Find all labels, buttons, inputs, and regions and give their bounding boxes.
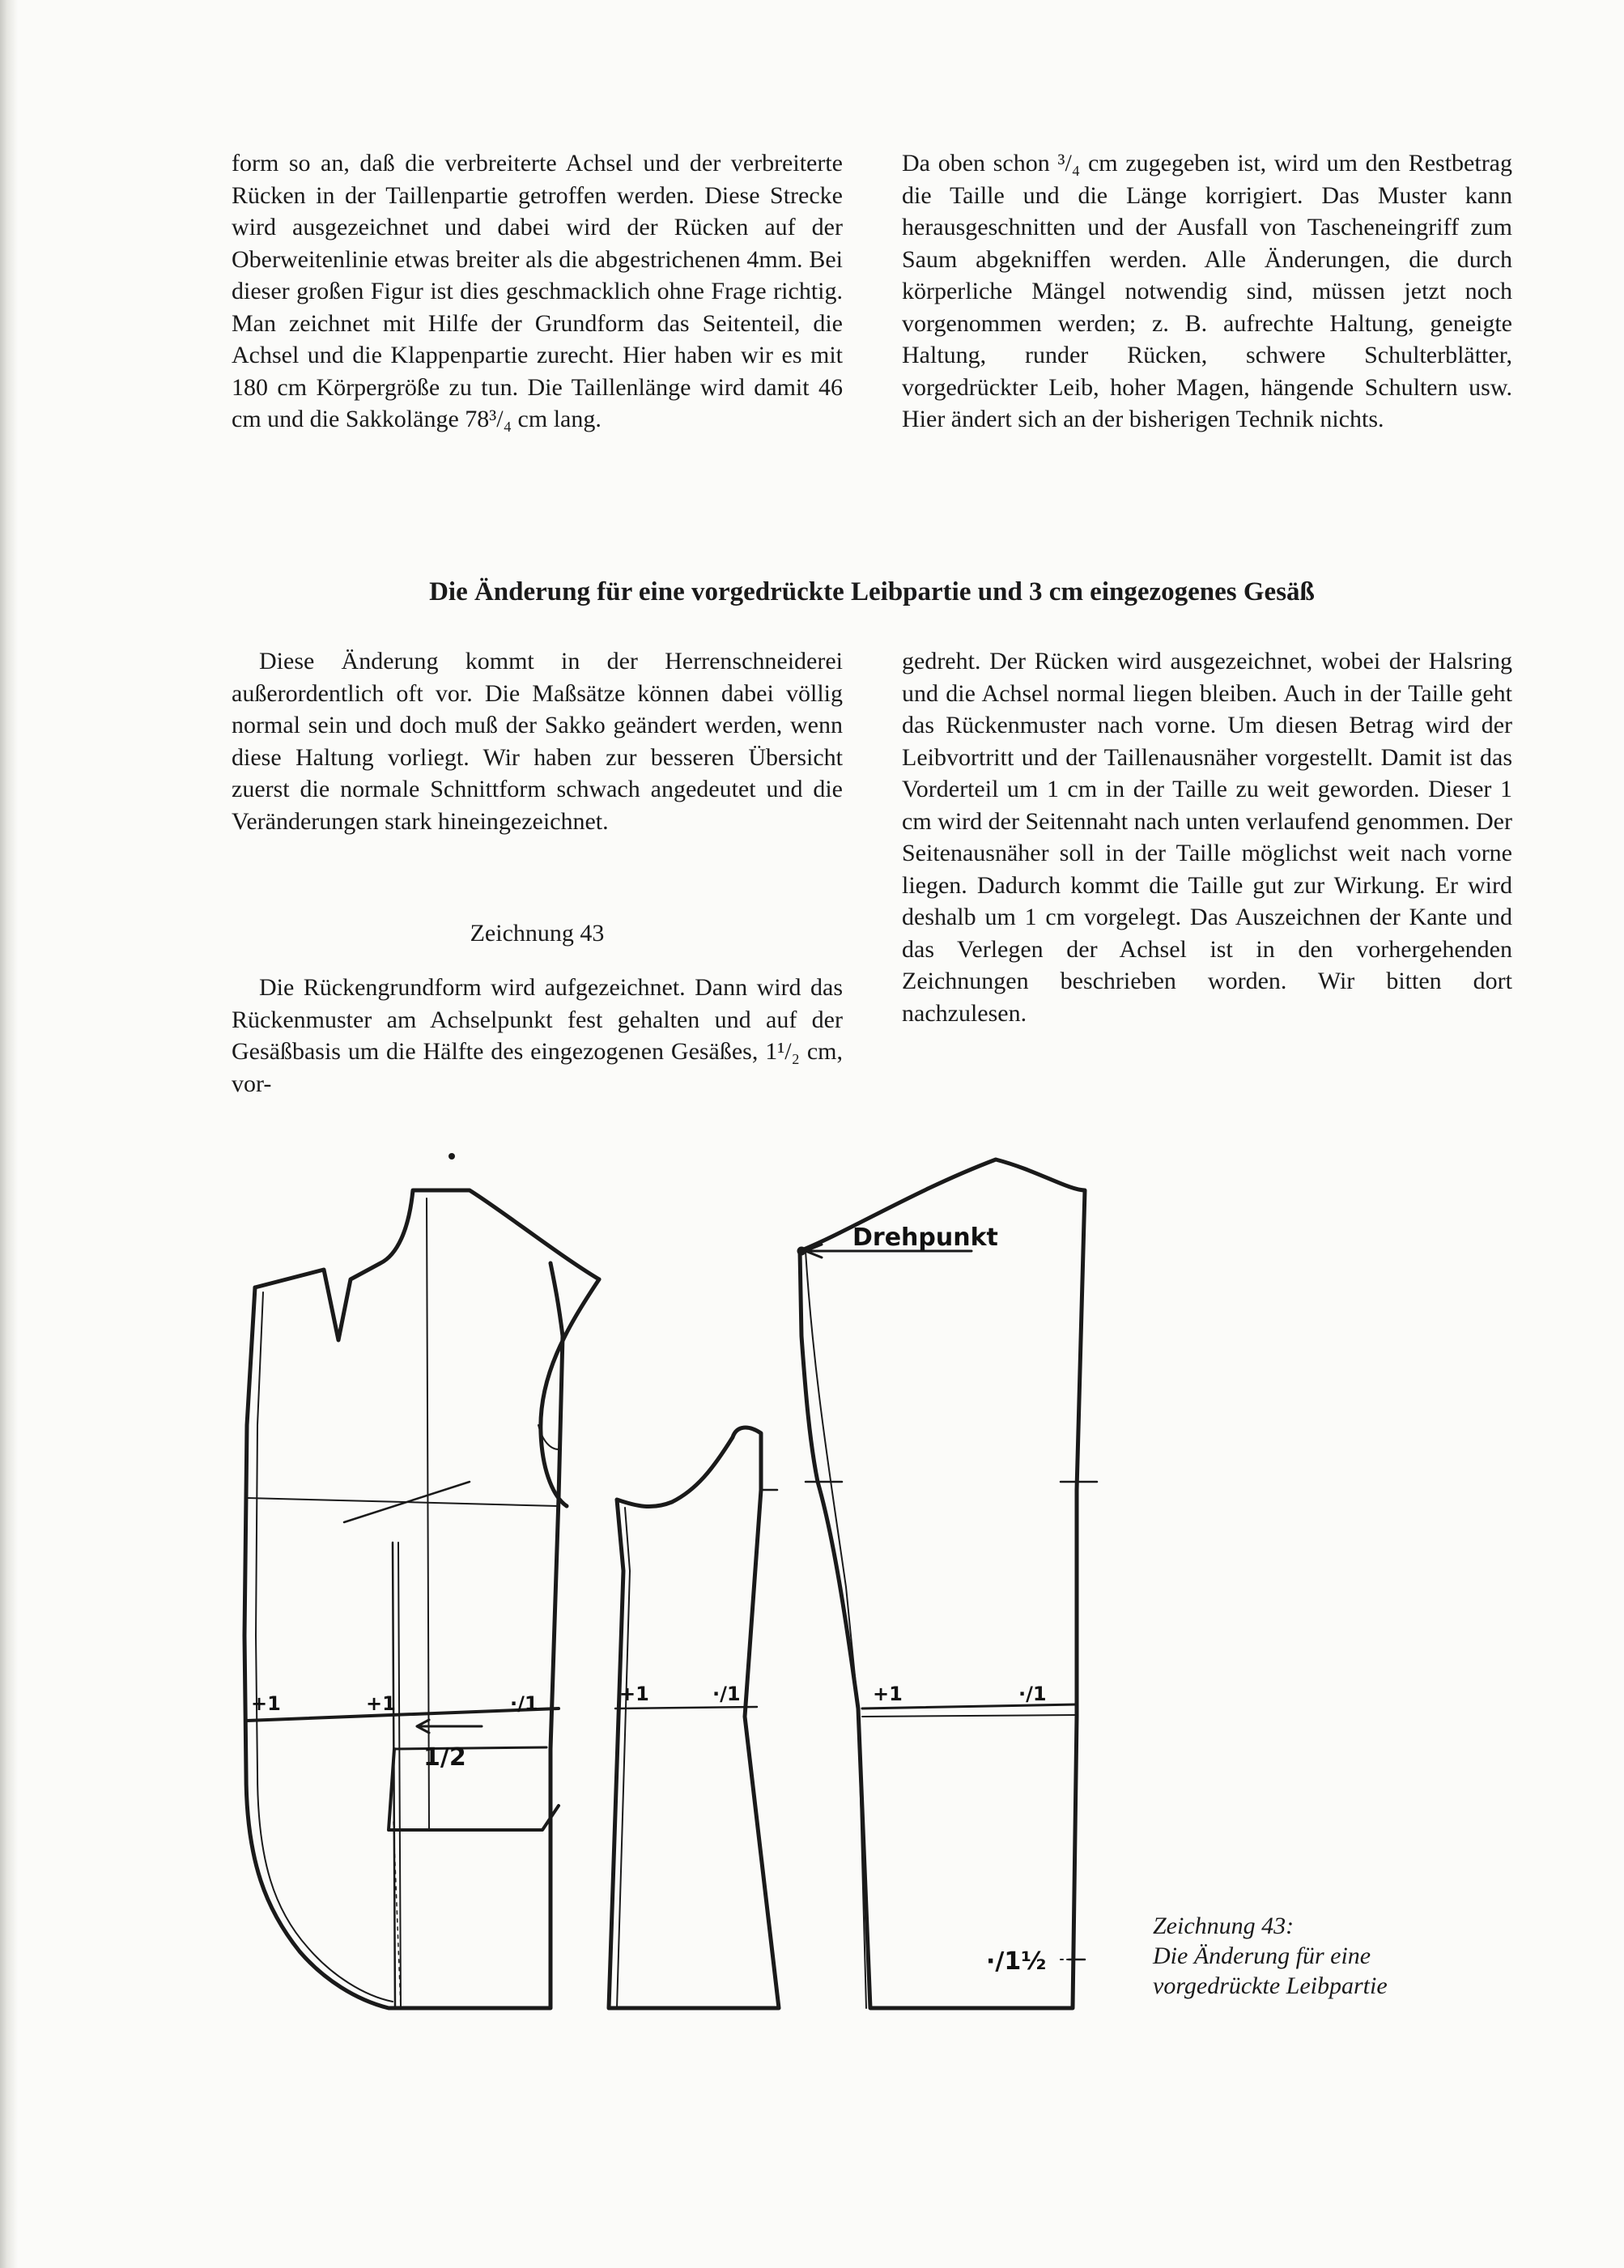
front-inner-faint — [256, 1292, 393, 2002]
label-plus1-b: +1 — [366, 1692, 396, 1715]
back-piece — [797, 1160, 1097, 2008]
caption-line-2: Die Änderung für eine — [1153, 1942, 1371, 1969]
label-drehpunkt: Drehpunkt — [852, 1223, 998, 1252]
caption-line-3: vorgedrückte Leibpartie — [1153, 1972, 1388, 1999]
figure-caption — [1153, 1911, 1444, 2001]
paragraph-instructions: Die Rückengrundform wird aufgezeichnet. Dann wird das Rückenmuster am Achselpunkt fest gehalten und auf der Gesäßbasis um die Hälfte des eingezogenen Gesäßes, 1¹/₂ cm, vor- — [232, 974, 843, 1097]
label-plus1-d: +1 — [873, 1683, 903, 1705]
paragraph: form so an, daß die verbreiterte Achsel und der verbreiterte Rücken in der Taillenpartie getroffen werden. Diese Strecke wird ausgezeichnet und dabei wird der Rücken auf der Oberweitenlinie etwas breiter als die abgestrichenen 4mm. Bei dieser großen Figur ist dies geschmacklich ohne Frage richtig. Man zeichnet mit Hilfe der Grundform das Seitenteil, die Achsel und die Klappenpartie zurecht. Hier haben wir es mit 180 cm Körpergröße zu tun. Die Taillenlänge wird damit 46 cm und die Sakkolänge 78³/₄ cm lang. — [232, 150, 843, 432]
label-plus1-c: +1 — [619, 1683, 649, 1705]
label-minus1-b: ·/1 — [712, 1683, 741, 1705]
front-pocket — [389, 1749, 559, 1830]
label-minus1-a: ·/1 — [510, 1692, 538, 1715]
paragraph-intro: Diese Änderung kommt in der Herrenschneiderei außerordentlich oft vor. Die Maßsätze können dabei völlig normal sein und doch muß der Sakko geändert werden, wenn diese Haltung vorliegt. Wir haben zur besseren Übersicht zuerst die normale Schnittform schwach angedeutet und die Veränderungen stark hineingezeichnet. — [232, 648, 843, 835]
section-heading: Die Änderung für eine vorgedrückte Leibpartie und 3 cm eingezogenes Gesäß — [429, 577, 1315, 606]
side-outline — [609, 1428, 779, 2008]
label-minus1half: ·/1½ — [986, 1947, 1047, 1976]
back-faint — [806, 1251, 866, 2008]
label-half: 1/2 — [423, 1743, 466, 1772]
side-piece — [609, 1428, 779, 2008]
arrow-left — [417, 1720, 482, 1733]
front-piece — [244, 1190, 599, 2008]
back-outline — [800, 1160, 1085, 2008]
dot-mark — [449, 1153, 455, 1160]
caption-line-1: Zeichnung 43: — [1153, 1913, 1295, 1939]
label-minus1-c: ·/1 — [1018, 1683, 1047, 1705]
drawing-subheading: Zeichnung 43 — [470, 920, 605, 947]
paragraph-continued: gedreht. Der Rücken wird ausgezeichnet, wobei der Halsring und die Achsel normal liegen bleiben. Auch in der Taille geht das Rückenmuster nach vorne. Um diesen Betrag wird der Leibvortritt und der Taillenausnäher vorgestellt. Damit ist das Vorderteil um 1 cm in der Taille zu weit geworden. Dieser 1 cm wird der Seitennaht nach unten verlaufend genommen. Der Seitenausnäher soll in der Taille möglichst weit nach vorne liegen. Dadurch kommt die Taille gut zur Wirkung. Er wird deshalb um 1 cm vorgelegt. Das Auszeichnen der Kante und das Verlegen der Achsel ist in den vorhergehenden Zeichnungen beschrieben worden. Wir bitten dort nachzulesen. — [902, 648, 1512, 1027]
armhole — [541, 1279, 599, 1506]
paragraph: Da oben schon ³/₄ cm zugegeben ist, wird um den Restbetrag die Taille und die Länge korrigiert. Das Muster kann herausgeschnitten und der Ausfall von Tascheneingriff zum Saum abgekniffen werden. Alle Änderungen, die durch körperliche Mängel notwendig sind, müssen jetzt noch vorgenommen werden; z. B. aufrechte Haltung, geneigte Haltung, runder Rücken, schwere Schulterblätter, vorgedrückter Leib, hoher Magen, hängende Schultern usw. Hier ändert sich an der bisherigen Technik nichts. — [902, 150, 1512, 432]
front-outline — [244, 1263, 563, 2008]
label-plus1-a: +1 — [251, 1692, 281, 1715]
